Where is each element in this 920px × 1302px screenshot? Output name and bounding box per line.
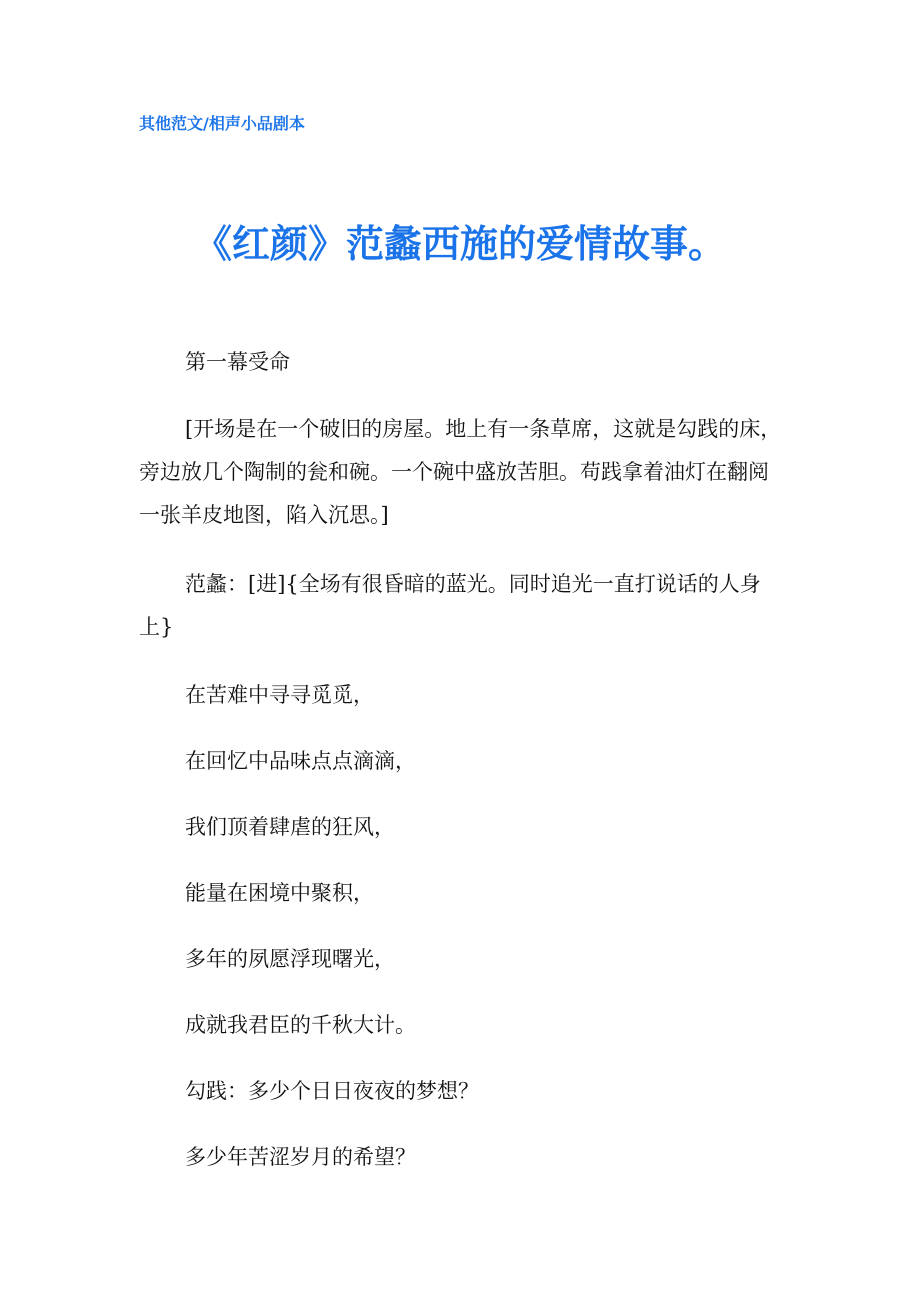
verse-line: 能量在困境中聚积， bbox=[185, 881, 374, 905]
stage-direction-paragraph: [开场是在一个破旧的房屋。地上有一条草席，这就是勾践的床，旁边放几个陶制的瓮和碗。一个碗中盛放苦胆。苟践拿着油灯在翻阅一张羊皮地图，陷入沉思。] bbox=[139, 417, 782, 527]
dialogue-line: 勾践：多少个日日夜夜的梦想？ bbox=[185, 1079, 479, 1103]
scene-heading: 第一幕受命 bbox=[185, 350, 290, 374]
verse-line: 成就我君臣的千秋大计。 bbox=[185, 1013, 416, 1037]
verse-line: 多少年苦涩岁月的希望？ bbox=[185, 1145, 416, 1169]
document-body bbox=[139, 342, 784, 1203]
verse-line: 在苦难中寻寻觅觅， bbox=[185, 683, 374, 707]
document-title: 《红颜》范蠡西施的爱情故事。 bbox=[193, 222, 726, 266]
category-breadcrumb: 其他范文/相声小品剧本 bbox=[139, 114, 305, 133]
verse-line: 我们顶着肆虐的狂风， bbox=[185, 815, 395, 839]
verse-line: 在回忆中品味点点滴滴， bbox=[185, 749, 416, 773]
verse-line: 多年的夙愿浮现曙光， bbox=[185, 947, 395, 971]
dialogue-paragraph: 范蠡：[进]{全场有很昏暗的蓝光。同时追光一直打说话的人身上} bbox=[139, 572, 761, 639]
